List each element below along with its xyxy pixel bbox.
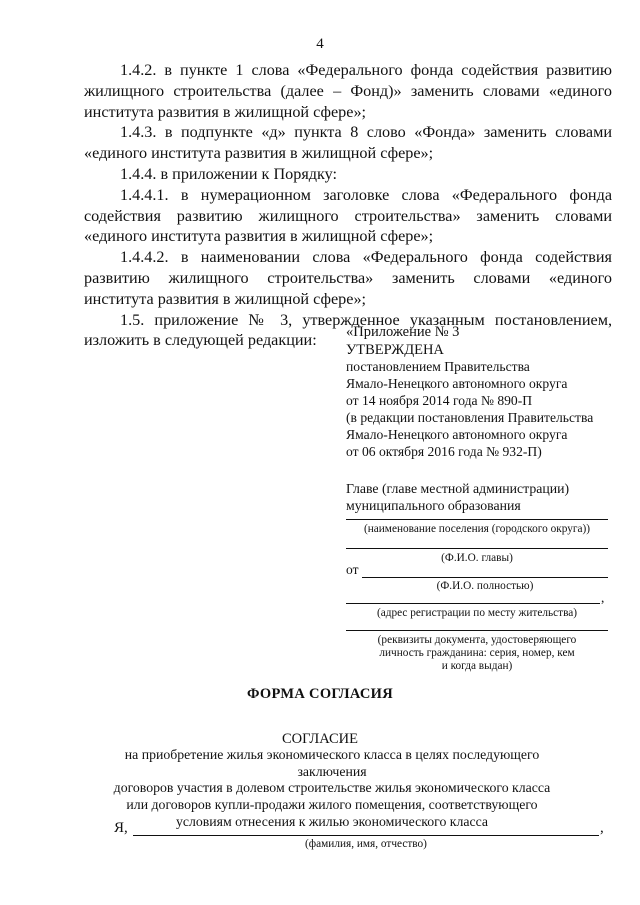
full-name-caption: (Ф.И.О. полностью)	[436, 580, 534, 592]
page-number: 4	[316, 36, 324, 52]
decree-line: Ямало-Ненецкого автономного округа	[346, 427, 568, 442]
decree-line: (в редакции постановления Правительства	[346, 410, 594, 425]
amendment-text	[84, 60, 612, 351]
approved-label: УТВЕРЖДЕНА	[346, 342, 444, 358]
address-caption: (адрес регистрации по месту жительства)	[376, 607, 578, 619]
paragraph-1-4-4-1: 1.4.4.1. в нумерационном заголовке слова «Федерального фонда содействия развитию жилищного строительства» заменить словами «единого института развития в жилищной сфере»;	[84, 185, 612, 246]
paragraph-1-4-3: 1.4.3. в подпункте «д» пункта 8 слово «Фонда» заменить словами «единого института развития в жилищной сфере»;	[84, 123, 612, 163]
decree-line: Ямало-Ненецкого автономного округа	[346, 376, 568, 391]
full-name-signature-blank[interactable]	[133, 835, 599, 836]
consent-line: договоров участия в долевом строительстве жилья экономического класса	[113, 780, 551, 796]
decree-line: постановлением Правительства	[346, 359, 530, 374]
settlement-caption: (наименование поселения (городского округа))	[363, 523, 591, 535]
consent-description	[96, 747, 568, 831]
caption-line: (реквизиты документа, удостоверяющего	[377, 634, 577, 646]
address-blank[interactable]	[346, 603, 600, 604]
consent-line: или договоров купли-продажи жилого помещения, соответствующего	[126, 797, 538, 813]
signature-comma: ,	[600, 820, 604, 836]
caption-line: и когда выдан)	[441, 660, 513, 672]
consent-line: условиям отнесения к жилью экономического класса	[175, 813, 489, 829]
signature-prefix: Я,	[114, 820, 128, 836]
head-name-caption: (Ф.И.О. главы)	[441, 552, 513, 564]
head-name-blank[interactable]	[346, 548, 608, 549]
form-title: ФОРМА СОГЛАСИЯ	[246, 686, 394, 702]
settlement-blank[interactable]	[346, 519, 608, 520]
signature-caption: (фамилия, имя, отчество)	[305, 838, 427, 850]
appendix-label: «Приложение № 3	[346, 324, 460, 340]
decree-line: от 14 ноября 2014 года № 890-П	[346, 393, 533, 408]
decree-line: от 06 октября 2016 года № 932-П)	[346, 444, 542, 459]
approval-heading	[346, 323, 459, 359]
addressee-block	[346, 480, 569, 514]
addressee-line: муниципального образования	[346, 498, 521, 513]
id-document-blank[interactable]	[346, 630, 608, 631]
consent-line: на приобретение жилья экономического класса в целях последующего заключения	[124, 747, 540, 779]
paragraph-1-4-4-2: 1.4.4.2. в наименовании слова «Федерального фонда содействия развитию жилищного строительства» заменить словами «единого института развития в жилищной сфере»;	[84, 248, 612, 308]
full-name-blank[interactable]	[362, 577, 608, 578]
paragraph-1-4-2: 1.4.2. в пункте 1 слова «Федерального фонда содействия развитию жилищного строительства (далее – Фонд)» заменить словами «единого института развития в жилищной сфере»;	[84, 61, 612, 121]
paragraph-1-4-4: 1.4.4. в приложении к Порядку:	[120, 164, 338, 183]
approval-decree	[346, 358, 593, 460]
consent-title: СОГЛАСИЕ	[281, 731, 359, 747]
address-comma: ,	[601, 590, 605, 605]
caption-line: личность гражданина: серия, номер, кем	[379, 647, 575, 659]
id-document-caption	[346, 634, 608, 673]
paragraph-1-5: 1.5. приложение № 3, утвержденное указанным постановлением, изложить в следующей редакции:	[84, 310, 612, 350]
from-label: от	[346, 562, 359, 577]
addressee-line: Главе (главе местной администрации)	[346, 481, 570, 496]
